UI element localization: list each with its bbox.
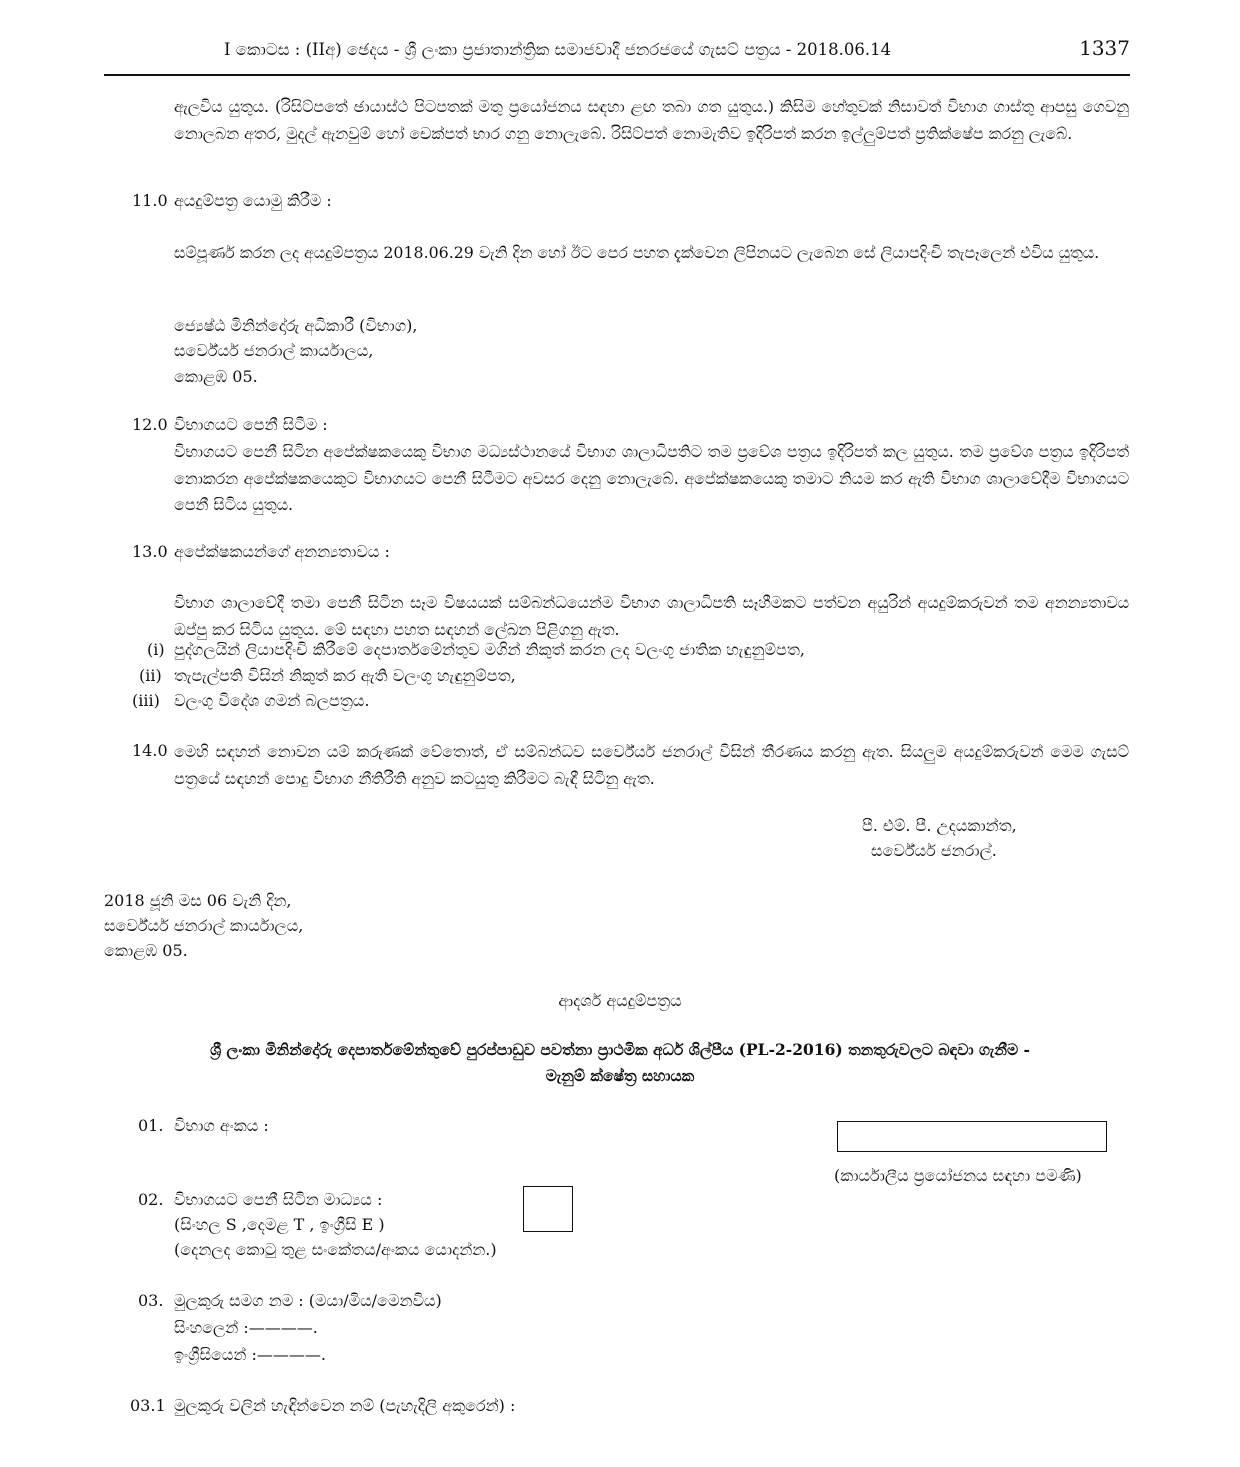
exam-number-box[interactable] bbox=[837, 1121, 1107, 1152]
gazette-header bbox=[104, 34, 1130, 76]
form-title-line-2: මැනුම් ක්ෂේත්‍ර සහායක bbox=[545, 1066, 695, 1085]
form-heading: ආදර්ශ අයදුම්පත්‍රය bbox=[558, 991, 682, 1010]
id-item-3-text: වලංගු විදේශ ගමන් බලපත්‍රය. bbox=[174, 691, 370, 710]
id-item-1-number: (i) bbox=[147, 640, 165, 659]
page-number: 1337 bbox=[1079, 36, 1130, 60]
address-line-3: කොළඹ 05. bbox=[174, 367, 258, 386]
address-line-2: සර්වේයර් ජනරාල් කාර්යාලය, bbox=[174, 341, 374, 360]
section-13-body: විභාග ශාලාවේදී තමා පෙනී සිටින සෑම විෂයයක් සම්බන්ධයෙන්ම විභාග ශාලාධිපති සෑහීමකට පත්වන අයුරින් අයදුම්කරුවන් තම අනන්‍යතාවය ඔප්පු කර සිටිය යුතුය. මේ සඳහා පහත සඳහන් ලේඛන පිළිගනු ඇත. bbox=[174, 593, 1129, 639]
section-12-body: විභාගයට පෙනී සිටින අපේක්ෂකයෙකු විභාග මධ්‍යස්ථානයේ විභාග ශාලාධිපතිට තම ප්‍රවේශ පත්‍රය ඉදිරිපත් කල යුතුය. තම ප්‍රවේශ පත්‍රය ඉදිරිපත් නොකරන අපේක්ෂකයෙකුට විභාගයට පෙනී සිටීමට අවසර දෙනු නොලැබේ. අපේක්ෂකයෙකු තමාට නියම කර ඇති විභාග ශාලාවේදීම විභාගයට පෙනී සිටිය යුතුය. bbox=[174, 442, 1129, 514]
medium-code-box[interactable] bbox=[523, 1186, 573, 1232]
id-item-1-text: පුද්ගලයින් ලියාපදිංචි කිරීමේ දෙපාර්තමේන්තුව මගින් නිකුත් කරන ලද වලංගු ජාතික හැඳුනුම්පත, bbox=[174, 640, 805, 659]
section-11-number: 11.0 bbox=[132, 191, 168, 210]
field-031-number: 03.1 bbox=[130, 1396, 166, 1415]
field-01-label: විභාග අංකය : bbox=[174, 1116, 269, 1135]
section-12-title: විභාගයට පෙනී සිටීම : bbox=[174, 415, 328, 434]
field-02-options: (සිංහල S ,දෙමළ T , ඉංග්‍රීසි E ) bbox=[174, 1215, 385, 1234]
field-02-number: 02. bbox=[138, 1190, 164, 1209]
field-01-number: 01. bbox=[138, 1116, 164, 1135]
form-title-line-1: ශ්‍රී ලංකා මිනින්දෝරු දෙපාර්තමේන්තුවේ පුරප්පාඩුව පවත්නා ප්‍රාථමික අර්ධ ශිල්පීය (PL-2-2016) තනතුරුවලට බඳවා ගැනීම - bbox=[210, 1040, 1030, 1059]
header-title: I කොටස : (IIඅ) ඡෙදය - ශ්‍රී ලංකා ප්‍රජාතාන්ත්‍රික සමාජවාදී ජනරජයේ ගැසට් පත්‍රය - 2018.06.14 bbox=[224, 40, 892, 59]
id-item-2-text: තැපැල්පති විසින් නිකුත් කර ඇති වලංගු හැඳුනුම්පත, bbox=[174, 666, 516, 685]
signature-name: පී. එම්. පී. උදයකාන්ත, bbox=[862, 816, 1017, 835]
field-031-label: මුලකුරු වලින් හැඳින්වෙන නම් (පැහැදිලි අකුරෙන්) : bbox=[174, 1396, 516, 1415]
date-line-2: සර්වේයර් ජනරාල් කාර්යාලය, bbox=[104, 916, 304, 935]
address-line-1: ජ්‍යෙෂ්ඨ මිනින්දෝරු අධිකාරී (විභාග), bbox=[174, 316, 418, 335]
signature-title: සර්වේයර් ජනරාල්. bbox=[871, 841, 997, 860]
office-use-note: (කාර්යාලීය ප්‍රයෝජනය සඳහා පමණි) bbox=[834, 1166, 1082, 1185]
id-item-2-number: (ii) bbox=[139, 666, 162, 685]
name-in-english-field[interactable]: ඉංග්‍රීසියෙන් :————. bbox=[174, 1345, 326, 1364]
section-14-number: 14.0 bbox=[132, 741, 168, 760]
id-item-3-number: (iii) bbox=[132, 691, 160, 710]
field-03-number: 03. bbox=[138, 1291, 164, 1310]
section-14-body: මෙහි සඳහන් නොවන යම් කරුණක් වේතොත්, ඒ සම්බන්ධව සර්වේයර් ජනරාල් විසින් තීරණය කරනු ඇත. සියලුම අයදුම්කරුවන් මෙම ගැසට් පත්‍රයේ සඳහන් පොදු විභාග නීතිරීති අනුව කටයුතු කිරීමට බැඳී සිටිනු ඇත. bbox=[174, 742, 1129, 788]
section-11-body: සම්පූර්ණ කරන ලද අයදුම්පත්‍රය 2018.06.29 වැනි දින හෝ ඊට පෙර පහත දැක්වෙන ලිපිනයට ලැබෙන සේ ලියාපදිංචි තැපෑලෙන් එවිය යුතුය. bbox=[174, 243, 1100, 262]
field-03-label: මුලකුරු සමග නම : (මයා/මිය/මෙනවිය) bbox=[174, 1291, 442, 1310]
section-12-number: 12.0 bbox=[132, 415, 168, 434]
name-in-sinhala-field[interactable]: සිංහලෙන් :————. bbox=[174, 1318, 318, 1337]
date-line-1: 2018 ජූනි මස 06 වැනි දින, bbox=[104, 891, 292, 910]
section-11-title: අයදුම්පත්‍ර යොමු කිරීම : bbox=[174, 191, 332, 210]
date-line-3: කොළඹ 05. bbox=[104, 941, 188, 960]
intro-paragraph: ඇලවිය යුතුය. (රිසිට්පතේ ඡායාස්ථ පිටපතක් මතු ප්‍රයෝජනය සඳහා ළඟ තබා ගත යුතුය.) කිසිම හේතුවක් නිසාවත් විභාග ගාස්තු ආපසු ගෙවනු නොලබන අතර, මුදල් ඇනවුම් හෝ චෙක්පත් භාර ගනු නොලැබේ. රිසිට්පත් නොමැතිව ඉදිරිපත් කරන ඉල්ලුම්පත් ප්‍රතික්ෂේප කරනු ලැබේ. bbox=[174, 97, 1129, 143]
section-13-number: 13.0 bbox=[132, 542, 168, 561]
field-02-label: විභාගයට පෙනී සිටින මාධ්‍යය : bbox=[174, 1190, 383, 1209]
field-02-hint: (දෙනලද කොටු තුළ සංකේතය/අංකය යොදන්න.) bbox=[174, 1240, 497, 1259]
section-13-title: අපේක්ෂකයන්ගේ අනන්‍යතාවය : bbox=[174, 542, 390, 561]
